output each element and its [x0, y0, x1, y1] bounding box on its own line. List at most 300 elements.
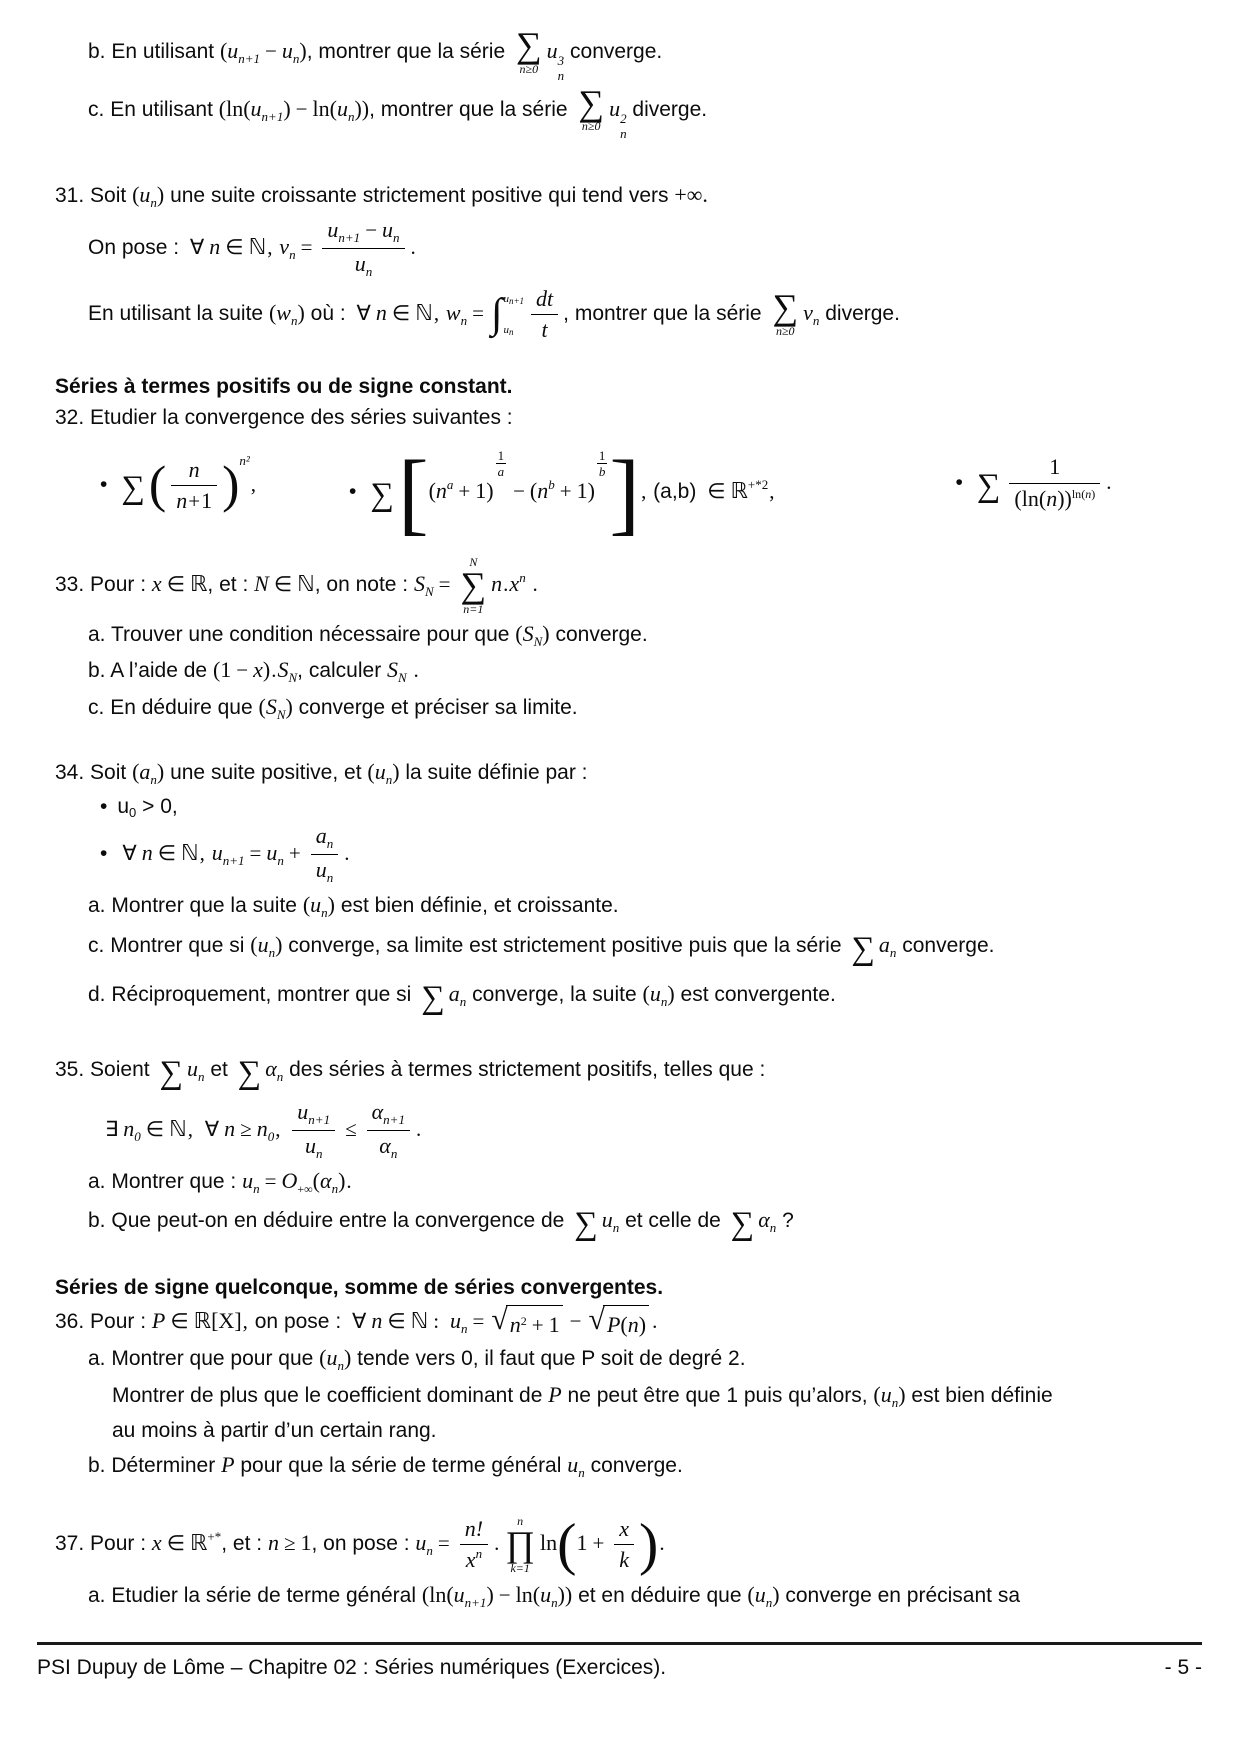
paren: ): [299, 37, 307, 63]
variable: u: [415, 1530, 427, 1556]
series-3: [956, 454, 1113, 511]
variable: w: [445, 300, 461, 326]
operator: =: [264, 1169, 277, 1194]
fraction: [614, 1516, 634, 1573]
operator: =: [437, 1531, 450, 1556]
fraction: [1009, 454, 1100, 511]
exercise-number: 33.: [55, 572, 85, 596]
variable: P: [548, 1382, 562, 1408]
exercise-33a-line: [0, 619, 1240, 651]
integral: [491, 292, 524, 338]
variable: n: [435, 477, 447, 503]
variable: u: [211, 840, 223, 866]
variable: N: [254, 570, 269, 596]
denominator: n+1: [171, 485, 217, 514]
variable: n: [141, 840, 153, 866]
text: est convergente.: [680, 983, 836, 1007]
bullet-icon: •: [100, 842, 108, 866]
text: Trouver une condition nécessaire pour que: [110, 622, 510, 646]
paren: (: [557, 1511, 577, 1577]
text: converge.: [555, 622, 648, 646]
numerator: $\alpha_{n+1}$: [371, 1099, 405, 1128]
variable: u: [310, 892, 322, 918]
exercise-30c-line: [0, 82, 1240, 141]
paren: ): [542, 620, 550, 646]
paren: ): [564, 1582, 573, 1608]
text: Que peut-on en déduire entre la convergence de: [111, 1208, 565, 1232]
item-label: a.: [88, 1170, 106, 1194]
number: 1: [220, 657, 232, 683]
subscript: n+1: [261, 108, 284, 124]
subscript: n: [660, 994, 668, 1010]
period: .: [652, 1308, 658, 1333]
operator: +: [592, 1531, 605, 1556]
text: , et :: [221, 1532, 263, 1556]
bracket: ]: [609, 441, 641, 544]
exponent: n²: [239, 453, 250, 469]
item-label: c.: [88, 695, 105, 719]
text: Soit: [90, 183, 127, 207]
variable: n: [209, 234, 221, 260]
number: 1: [475, 477, 487, 503]
radical-icon: √: [588, 1302, 605, 1336]
text: diverge.: [632, 97, 708, 121]
forall-symbol: ∀: [356, 301, 371, 326]
variable: u: [139, 181, 151, 207]
paren: (: [132, 181, 140, 207]
text: , et :: [207, 572, 249, 596]
subscript: +∞: [297, 1182, 313, 1197]
paren: ): [262, 657, 271, 683]
numerator: $u_{n+1} - u_n$: [327, 217, 400, 246]
sum-upper-limit: N: [469, 555, 478, 570]
exercise-number: 34.: [55, 761, 85, 785]
exponent: ln(n): [1071, 486, 1096, 501]
dot-operator: .: [503, 571, 509, 596]
operator: −: [498, 1583, 511, 1608]
variable: α: [320, 1168, 332, 1194]
operator: +: [458, 478, 471, 503]
variable: x: [509, 570, 520, 596]
variable: n: [267, 1530, 279, 1556]
forall-symbol: ∀: [352, 1308, 367, 1333]
symbol: +∞.: [674, 181, 708, 207]
exists-symbol: ∃: [105, 1117, 119, 1142]
sup-sub-stack: [558, 54, 565, 82]
set-symbol: ℕ: [248, 234, 267, 260]
subscript: n: [891, 1395, 899, 1411]
exercise-34d-line: [0, 976, 1240, 1021]
exercise-33b-line: [0, 655, 1240, 687]
summation: [578, 82, 605, 134]
subscript: n: [551, 1595, 558, 1611]
radicand: $n^2 + 1$: [506, 1305, 563, 1340]
variable: n: [537, 477, 549, 503]
text: est bien définie: [911, 1384, 1053, 1408]
radicand: P(n): [603, 1305, 649, 1340]
paren: ): [297, 300, 305, 326]
section-heading: Séries de signe quelconque, somme de séries convergentes.: [55, 1276, 664, 1300]
function: ln: [429, 1582, 447, 1608]
paren: (: [219, 37, 228, 63]
exercise-34a-line: [0, 890, 1240, 922]
text: Montrer que pour que: [111, 1347, 314, 1371]
exercise-35a-line: [0, 1166, 1240, 1198]
subscript: 0: [129, 804, 137, 820]
fraction: [311, 823, 339, 886]
period: .: [344, 841, 350, 866]
comma: ,: [199, 841, 205, 866]
denominator: $u_n$: [311, 854, 339, 886]
paren: ): [338, 1168, 346, 1194]
member-symbol: ∈: [707, 478, 726, 503]
subscript: n: [321, 905, 328, 921]
member-symbol: ∈: [157, 841, 177, 866]
exercise-35-hypothesis: [0, 1099, 1240, 1162]
set-symbol: ℕ: [181, 840, 199, 866]
text: au moins à partir d’un certain rang.: [112, 1418, 437, 1442]
paren: (: [302, 892, 311, 918]
sigma-icon: ∑: [460, 565, 487, 606]
sigma-icon: ∑: [578, 82, 605, 123]
fraction: [292, 1099, 335, 1162]
item-label: b.: [88, 1453, 106, 1477]
comma: ,: [275, 1117, 281, 1142]
superscript: n: [519, 569, 526, 585]
text: Etudier la série de terme général: [111, 1584, 417, 1608]
text: ?: [782, 1208, 794, 1232]
variable: u: [117, 794, 130, 818]
exercise-34-bullet-2: [0, 823, 1240, 886]
subscript: N: [533, 633, 543, 649]
text: une suite croissante strictement positive qui tend vers: [170, 183, 669, 207]
variable: n: [491, 570, 503, 596]
set-symbol: ℝ: [189, 1530, 208, 1556]
sigma-icon: ∑: [976, 467, 1001, 504]
prod-upper-limit: n: [517, 1514, 524, 1529]
fraction: [171, 457, 217, 514]
subscript: 0: [134, 1129, 141, 1145]
period: .: [1106, 469, 1112, 494]
exercise-34-bullet-1: [0, 793, 1240, 822]
subscript: n: [268, 944, 276, 960]
exercise-36b-line: [0, 1450, 1240, 1482]
subscript: N: [288, 670, 298, 686]
subscript: n: [150, 194, 157, 210]
variable: O: [281, 1168, 298, 1194]
member-symbol: ∈: [273, 571, 293, 596]
text: Montrer de plus que le coefficient dominant de: [112, 1384, 543, 1408]
set-symbol: ℕ: [410, 1307, 429, 1333]
integral-limits: [503, 292, 524, 338]
operator: −: [265, 38, 277, 63]
product: [505, 1515, 535, 1574]
exercise-34-line-1: [0, 757, 1240, 789]
period: .: [346, 1169, 352, 1194]
denominator: t: [531, 314, 558, 343]
variable: u: [186, 1055, 198, 1081]
item-label: d.: [88, 983, 106, 1007]
subscript: n: [459, 994, 467, 1010]
sigma-icon: ∑: [421, 980, 445, 1017]
subscript: n: [889, 944, 897, 960]
variable: u: [242, 1168, 254, 1194]
summation: [461, 556, 487, 615]
text: , montrer que la série: [306, 39, 506, 63]
sigma-icon: ∑: [159, 1054, 183, 1091]
exercise-number: 35.: [55, 1057, 85, 1081]
text: pour que la série de terme général: [240, 1453, 562, 1477]
page-footer: [37, 1642, 1202, 1682]
superscript: a: [446, 476, 454, 492]
paren: (: [132, 759, 140, 785]
variable: u: [281, 37, 293, 63]
text: converge.: [570, 39, 663, 63]
member-symbol: ∈: [225, 235, 244, 260]
comma: ,: [250, 472, 257, 497]
paren: ): [275, 931, 283, 957]
variable: x: [151, 570, 162, 596]
text: où :: [310, 302, 346, 326]
subscript: n: [331, 1181, 339, 1197]
variable: a: [139, 759, 151, 785]
exponent-fraction: $\frac{1}{b}$: [598, 447, 606, 479]
paren: ): [361, 95, 370, 121]
text: A l’aide de: [110, 659, 208, 683]
footer-page-number: - 5 -: [1164, 1656, 1202, 1679]
set-symbol: ℕ: [415, 300, 433, 326]
variable: S: [522, 620, 534, 646]
item-label: b.: [88, 39, 106, 63]
member-symbol: ∈: [166, 1531, 185, 1556]
dot-operator: .: [494, 1531, 500, 1556]
item-label: a.: [88, 1347, 106, 1371]
variable: u: [257, 931, 269, 957]
fraction: [460, 1516, 488, 1573]
text: (a,b): [653, 479, 697, 503]
variable: n: [371, 1307, 383, 1333]
exercise-32-line: [0, 404, 1240, 432]
variable: u: [880, 1382, 892, 1408]
variable: n: [123, 1116, 135, 1142]
sigma-icon: ∑: [730, 1205, 755, 1242]
operator: −: [569, 1308, 582, 1333]
variable: u: [336, 95, 348, 121]
paren: ): [222, 456, 240, 514]
item-label: a.: [88, 622, 106, 646]
variable: w: [276, 300, 291, 326]
variable: u: [609, 95, 621, 121]
comma: ,: [433, 301, 440, 326]
set-symbol: ℝ: [193, 1307, 212, 1333]
text: on pose :: [254, 1309, 342, 1333]
paren: ): [667, 981, 675, 1007]
member-symbol: ∈: [145, 1117, 165, 1142]
colon: :: [433, 1308, 440, 1333]
text: ne peut être que 1 puis qu’alors,: [567, 1384, 868, 1408]
paren: ): [898, 1382, 906, 1408]
variable: a: [448, 981, 460, 1007]
paren: (: [529, 477, 538, 503]
exercise-31-line-1: [0, 180, 1240, 212]
period: .: [532, 571, 538, 596]
fraction: [322, 217, 404, 280]
paren: ): [156, 181, 165, 207]
forall-symbol: ∀: [204, 1117, 220, 1142]
denominator: $(\ln(n))^{ln(n)}$: [1009, 483, 1100, 512]
paren: (: [421, 1582, 430, 1608]
paren: (: [212, 657, 221, 683]
variable: u: [250, 95, 262, 121]
member-symbol: ∈: [166, 571, 185, 596]
variable: u: [374, 759, 386, 785]
exercise-36-line-1: [0, 1302, 1240, 1340]
variable: u: [449, 1307, 461, 1333]
subscript: n: [426, 1543, 433, 1559]
product-icon: ∏: [505, 1524, 535, 1565]
variable: α: [265, 1055, 277, 1081]
summation: [772, 287, 799, 339]
set-symbol: ℕ: [169, 1116, 187, 1142]
subscript: n: [290, 313, 298, 329]
subscript: n: [612, 1219, 620, 1235]
paren: (: [642, 981, 650, 1007]
subscript: n: [292, 50, 300, 66]
variable: u: [546, 37, 558, 63]
denominator: $u_n$: [322, 248, 404, 280]
bullet-icon: •: [100, 473, 108, 497]
exercise-number: 36.: [55, 1309, 85, 1333]
exercise-30b-line: [0, 25, 1240, 83]
sigma-icon: ∑: [851, 930, 875, 967]
operator: +: [288, 841, 301, 866]
exercise-number: 37.: [55, 1532, 85, 1556]
exercise-31-line-2: [0, 217, 1240, 280]
number: 1: [576, 1530, 588, 1556]
exercise-37-line-1: [0, 1511, 1240, 1577]
text: Montrer que si: [110, 933, 245, 957]
sup-sub-stack: [620, 112, 627, 140]
text: tende vers 0, il faut que P soit de degré 2.: [357, 1347, 746, 1371]
subscript: n: [277, 853, 284, 869]
text: converge en précisant sa: [785, 1584, 1021, 1608]
member-symbol: ∈: [170, 1308, 189, 1333]
superscript: 2: [620, 110, 627, 126]
exercise-36-continuation-1: [0, 1380, 1240, 1412]
paren: (: [329, 95, 337, 121]
set-symbol: ℝ: [189, 570, 208, 596]
function: ln: [539, 1530, 558, 1556]
subscript: N: [398, 670, 407, 686]
operator: −: [236, 658, 249, 683]
subscript: n: [385, 772, 393, 788]
sum-lower-limit: n≥0: [519, 61, 539, 76]
paren: ): [587, 477, 595, 503]
text: est bien définie, et croissante.: [340, 894, 619, 918]
sigma-icon: ∑: [516, 25, 542, 65]
comma: ,: [242, 1308, 248, 1333]
variable: n: [224, 1116, 236, 1142]
variable: u: [649, 981, 661, 1007]
text: , calculer: [297, 659, 382, 683]
text: Réciproquement, montrer que si: [111, 983, 412, 1007]
variable: u: [754, 1582, 766, 1608]
text: une suite positive, et: [170, 761, 362, 785]
period: .: [410, 235, 416, 260]
subscript: N: [276, 706, 286, 722]
text: Soit: [90, 761, 127, 785]
subscript: n: [769, 1219, 777, 1235]
exercise-32-series-row: [0, 432, 1240, 544]
exercise-36-continuation-2: [0, 1417, 1240, 1445]
lower-limit: un: [503, 323, 514, 337]
text: , on pose :: [311, 1532, 410, 1556]
paren: (: [312, 1168, 320, 1194]
paren: (: [873, 1382, 881, 1408]
paren: ): [486, 1582, 494, 1608]
subscript: n: [557, 67, 565, 83]
operator: ≥: [240, 1117, 252, 1142]
upper-limit: un+1: [503, 292, 525, 306]
number: 1: [300, 1530, 312, 1556]
bullet-icon: •: [100, 794, 108, 818]
comma: ,: [769, 478, 775, 503]
exercise-35b-line: [0, 1202, 1240, 1247]
number: 1: [576, 477, 588, 503]
bracket: [: [397, 441, 429, 544]
paren: ): [639, 1511, 659, 1577]
subscript: n: [620, 125, 627, 141]
denominator: $u_n$: [292, 1130, 335, 1162]
subscript: n+1: [222, 853, 245, 869]
operator: =: [472, 1308, 485, 1333]
variable: u: [266, 840, 278, 866]
text: Déterminer: [111, 1453, 216, 1477]
bullet-icon: •: [349, 479, 357, 503]
text: On pose :: [88, 236, 180, 260]
sigma-icon: ∑: [121, 470, 145, 507]
exponent-fraction: $\frac{1}{a}$: [497, 447, 505, 479]
bullet-icon: •: [955, 470, 963, 494]
exercise-37a-line: [0, 1580, 1240, 1612]
subscript: n: [150, 772, 157, 788]
superscript: b: [548, 476, 555, 492]
variable: u: [326, 1345, 338, 1371]
numerator: $a_n$: [315, 823, 334, 852]
paren: ): [156, 759, 165, 785]
integral-icon: ∫: [490, 290, 503, 337]
operator: ≥: [283, 1531, 296, 1556]
paren: ): [557, 1582, 565, 1608]
variable: a: [878, 931, 890, 957]
member-symbol: ∈: [391, 301, 411, 326]
set-symbol: ℝ: [730, 477, 748, 503]
text: la suite définie par :: [405, 761, 588, 785]
subscript: n: [253, 1181, 260, 1197]
paren: (: [243, 95, 251, 121]
text: converge, la suite: [472, 983, 637, 1007]
superscript: 3: [557, 52, 565, 68]
denominator: $x^n$: [460, 1544, 488, 1573]
text: converge et préciser sa limite.: [298, 695, 578, 719]
function: ln: [226, 95, 244, 121]
denominator: k: [614, 1544, 634, 1573]
sum-lower-limit: n=1: [463, 601, 484, 616]
variable: u: [453, 1582, 465, 1608]
text: Soient: [90, 1057, 150, 1081]
variable: S: [387, 657, 399, 683]
item-label: c.: [88, 97, 105, 121]
